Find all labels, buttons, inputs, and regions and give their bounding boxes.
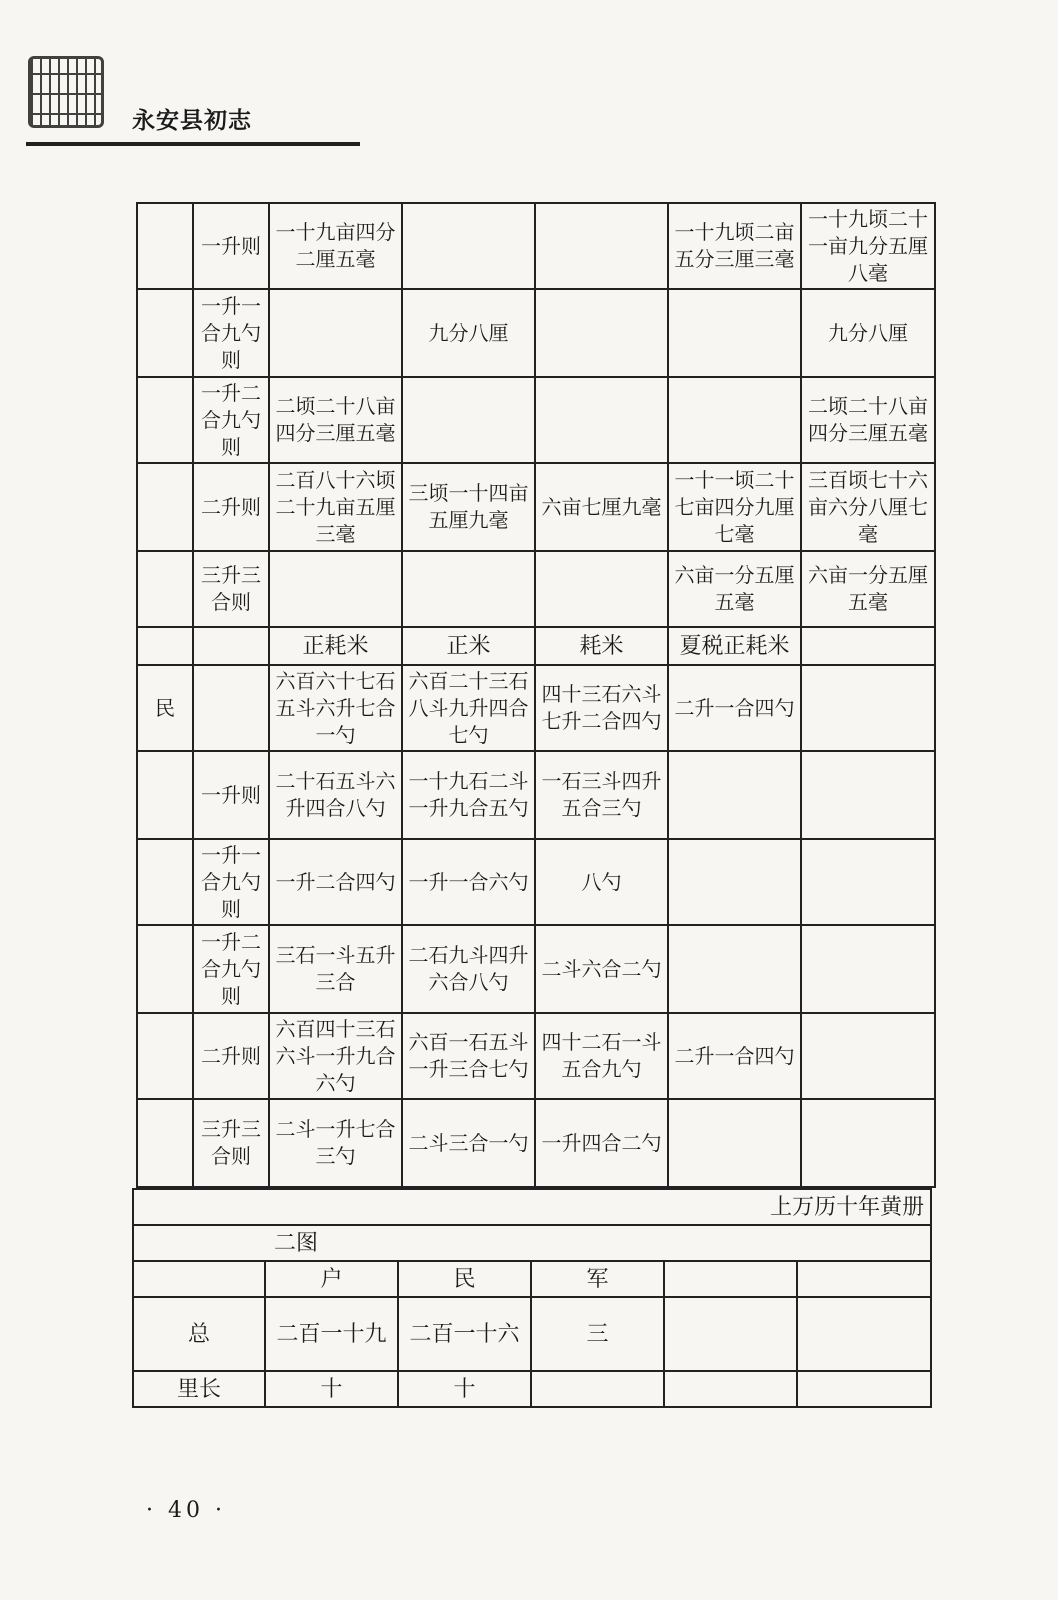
column-header [664,1261,797,1297]
rice-table-row [137,925,935,1013]
table-cell: 四十二石一斗五合九勺 [535,1013,668,1099]
table-cell: 一十一顷二十七亩四分九厘七毫 [668,463,801,551]
rice-table-row [137,665,935,751]
table-cell [668,289,801,377]
table-cell [269,289,402,377]
table-cell [668,751,801,839]
table-cell [402,203,535,289]
table-cell: 一石三斗四升五合三勺 [535,751,668,839]
register-label-row [133,1189,931,1225]
land-table-row [137,551,935,627]
table-cell: 二升则 [193,463,269,551]
census-row [133,1297,931,1371]
table-cell: 一升一合九勺则 [193,289,269,377]
district-label-row [133,1225,931,1261]
census-table [132,1188,932,1408]
table-cell: 六百六十七石五斗六升七合一勺 [269,665,402,751]
table-cell: 一升二合九勺则 [193,377,269,463]
table-cell [137,289,193,377]
table-cell: 一升则 [193,203,269,289]
table-cell: 六亩一分五厘五毫 [801,551,935,627]
table-cell [535,551,668,627]
table-cell: 二升一合四勺 [668,665,801,751]
rice-table-header [137,627,935,665]
table-cell [668,925,801,1013]
table-cell: 二升则 [193,1013,269,1099]
table-cell: 九分八厘 [402,289,535,377]
table-cell: 总 [133,1297,265,1371]
table-cell [801,1013,935,1099]
table-cell: 里长 [133,1371,265,1407]
table-cell [797,1371,931,1407]
column-header: 正耗米 [269,627,402,665]
district-label: 二图 [133,1225,931,1261]
table-cell [801,665,935,751]
rice-table-row [137,1013,935,1099]
table-cell [664,1371,797,1407]
column-header: 耗米 [535,627,668,665]
table-cell: 二顷二十八亩四分三厘五毫 [801,377,935,463]
rice-table-row [137,751,935,839]
table-cell [137,203,193,289]
table-cell [137,925,193,1013]
table-cell: 一升二合四勺 [269,839,402,925]
table-cell: 一十九石二斗一升九合五勺 [402,751,535,839]
column-header [137,627,193,665]
register-label: 上万历十年黄册 [133,1189,931,1225]
table-cell [668,377,801,463]
table-cell [535,203,668,289]
table-cell: 一升则 [193,751,269,839]
table-cell: 十 [265,1371,398,1407]
book-title: 永安县初志 [132,108,252,134]
table-cell: 三石一斗五升三合 [269,925,402,1013]
header-rule [26,142,360,146]
table-cell [193,665,269,751]
table-cell: 六百四十三石六斗一升九合六勺 [269,1013,402,1099]
table-cell [801,1099,935,1187]
column-header [133,1261,265,1297]
table-cell: 二斗六合二勺 [535,925,668,1013]
table-cell: 民 [137,665,193,751]
table-cell: 三 [531,1297,664,1371]
table-cell [137,463,193,551]
table-cell: 六亩一分五厘五毫 [668,551,801,627]
land-table-row [137,463,935,551]
publisher-seal-logo [28,56,104,128]
table-cell [402,551,535,627]
table-cell: 一升一合六勺 [402,839,535,925]
table-cell: 二百一十九 [265,1297,398,1371]
table-cell [664,1297,797,1371]
table-cell: 六百一石五斗一升三合七勺 [402,1013,535,1099]
column-header: 民 [398,1261,531,1297]
table-cell [668,1099,801,1187]
table-cell: 二百八十六顷二十九亩五厘三毫 [269,463,402,551]
table-cell: 二斗三合一勺 [402,1099,535,1187]
table-cell [137,839,193,925]
table-cell: 六亩七厘九毫 [535,463,668,551]
table-cell: 九分八厘 [801,289,935,377]
column-header [797,1261,931,1297]
table-cell: 一十九亩四分二厘五毫 [269,203,402,289]
table-cell: 四十三石六斗七升二合四勺 [535,665,668,751]
column-header [193,627,269,665]
table-cell: 二石九斗四升六合八勺 [402,925,535,1013]
table-cell [535,289,668,377]
table-cell [531,1371,664,1407]
table-cell: 二百一十六 [398,1297,531,1371]
table-cell: 一升四合二勺 [535,1099,668,1187]
table-cell [535,377,668,463]
table-cell: 二升一合四勺 [668,1013,801,1099]
land-and-rice-table [136,202,936,1188]
table-cell: 八勺 [535,839,668,925]
table-cell: 十 [398,1371,531,1407]
column-header: 军 [531,1261,664,1297]
land-table-row [137,203,935,289]
table-cell: 二斗一升七合三勺 [269,1099,402,1187]
table-cell [137,1013,193,1099]
table-cell: 三百顷七十六亩六分八厘七毫 [801,463,935,551]
table-cell: 二十石五斗六升四合八勺 [269,751,402,839]
table-cell: 一十九顷二十一亩九分五厘八毫 [801,203,935,289]
table-cell: 三升三合则 [193,551,269,627]
table-cell [137,551,193,627]
table-cell [137,1099,193,1187]
land-table-row [137,377,935,463]
table-cell: 六百二十三石八斗九升四合七勺 [402,665,535,751]
table-cell [801,925,935,1013]
land-table-row [137,289,935,377]
census-row [133,1371,931,1407]
table-cell: 一升二合九勺则 [193,925,269,1013]
table-cell: 三升三合则 [193,1099,269,1187]
table-cell [797,1297,931,1371]
column-header [801,627,935,665]
table-cell: 三顷一十四亩五厘九毫 [402,463,535,551]
census-header [133,1261,931,1297]
table-cell [801,751,935,839]
rice-table-row [137,1099,935,1187]
page-number: · 40 · [146,1498,226,1523]
rice-table-row [137,839,935,925]
table-cell [269,551,402,627]
column-header: 户 [265,1261,398,1297]
column-header: 正米 [402,627,535,665]
column-header: 夏税正耗米 [668,627,801,665]
table-cell [137,377,193,463]
table-cell: 一升一合九勺则 [193,839,269,925]
table-cell: 一十九顷二亩五分三厘三毫 [668,203,801,289]
table-cell [801,839,935,925]
table-cell: 二顷二十八亩四分三厘五毫 [269,377,402,463]
table-cell [402,377,535,463]
table-cell [668,839,801,925]
table-cell [137,751,193,839]
